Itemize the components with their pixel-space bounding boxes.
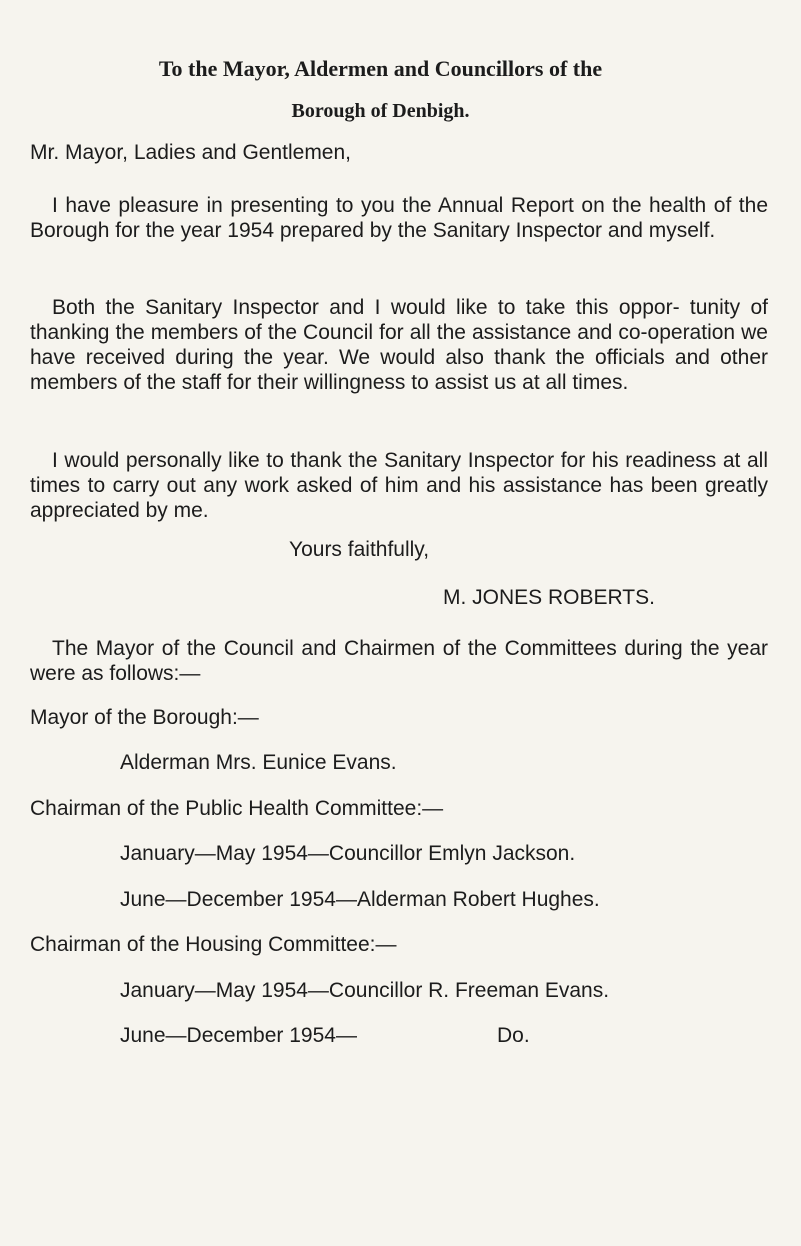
housing-label: Chairman of the Housing Committee:— — [30, 933, 397, 956]
ditto-mark: Do. — [497, 1024, 530, 1047]
paragraph-1-text: I have pleasure in presenting to you the Annual Report on the health of the Borough for the year 1954 prepared by the Sanitary Inspector and myself. — [30, 194, 768, 242]
mayor-label: Mayor of the Borough:— — [30, 706, 259, 729]
salutation: Mr. Mayor, Ladies and Gentlemen, — [30, 141, 351, 164]
paragraph-3 — [30, 448, 768, 523]
housing-entry-2: June—December 1954— — [120, 1024, 357, 1047]
public-health-entry-1: January—May 1954—Councillor Emlyn Jackson. — [120, 842, 576, 865]
mayor-name: Alderman Mrs. Eunice Evans. — [120, 751, 397, 774]
paragraph-2 — [30, 295, 768, 395]
paragraph-3-text: I would personally like to thank the Sanitary Inspector for his readiness at all times to carry out any work asked of him and his assistance has been greatly appreciated by me. — [30, 449, 768, 522]
signature: M. JONES ROBERTS. — [443, 586, 655, 609]
officers-intro-text: The Mayor of the Council and Chairmen of the Committees during the year were as follows:— — [30, 637, 768, 685]
heading-line-1: To the Mayor, Aldermen and Councillors of the — [158, 56, 603, 81]
public-health-entry-2: June—December 1954—Alderman Robert Hughes. — [120, 888, 600, 911]
paragraph-1 — [30, 193, 768, 243]
paragraph-2-text: Both the Sanitary Inspector and I would like to take this oppor- tunity of thanking the members of the Council for all the assistance and co-operation we have received during the year. We would also thank the officials and other members of the staff for their willingness to assist us at all times. — [30, 296, 768, 394]
heading-line-2: Borough of Denbigh. — [291, 100, 470, 122]
closing: Yours faithfully, — [289, 538, 430, 561]
housing-entry-1: January—May 1954—Councillor R. Freeman Evans. — [120, 979, 610, 1002]
officers-intro — [30, 636, 768, 686]
public-health-label: Chairman of the Public Health Committee:— — [30, 797, 444, 820]
